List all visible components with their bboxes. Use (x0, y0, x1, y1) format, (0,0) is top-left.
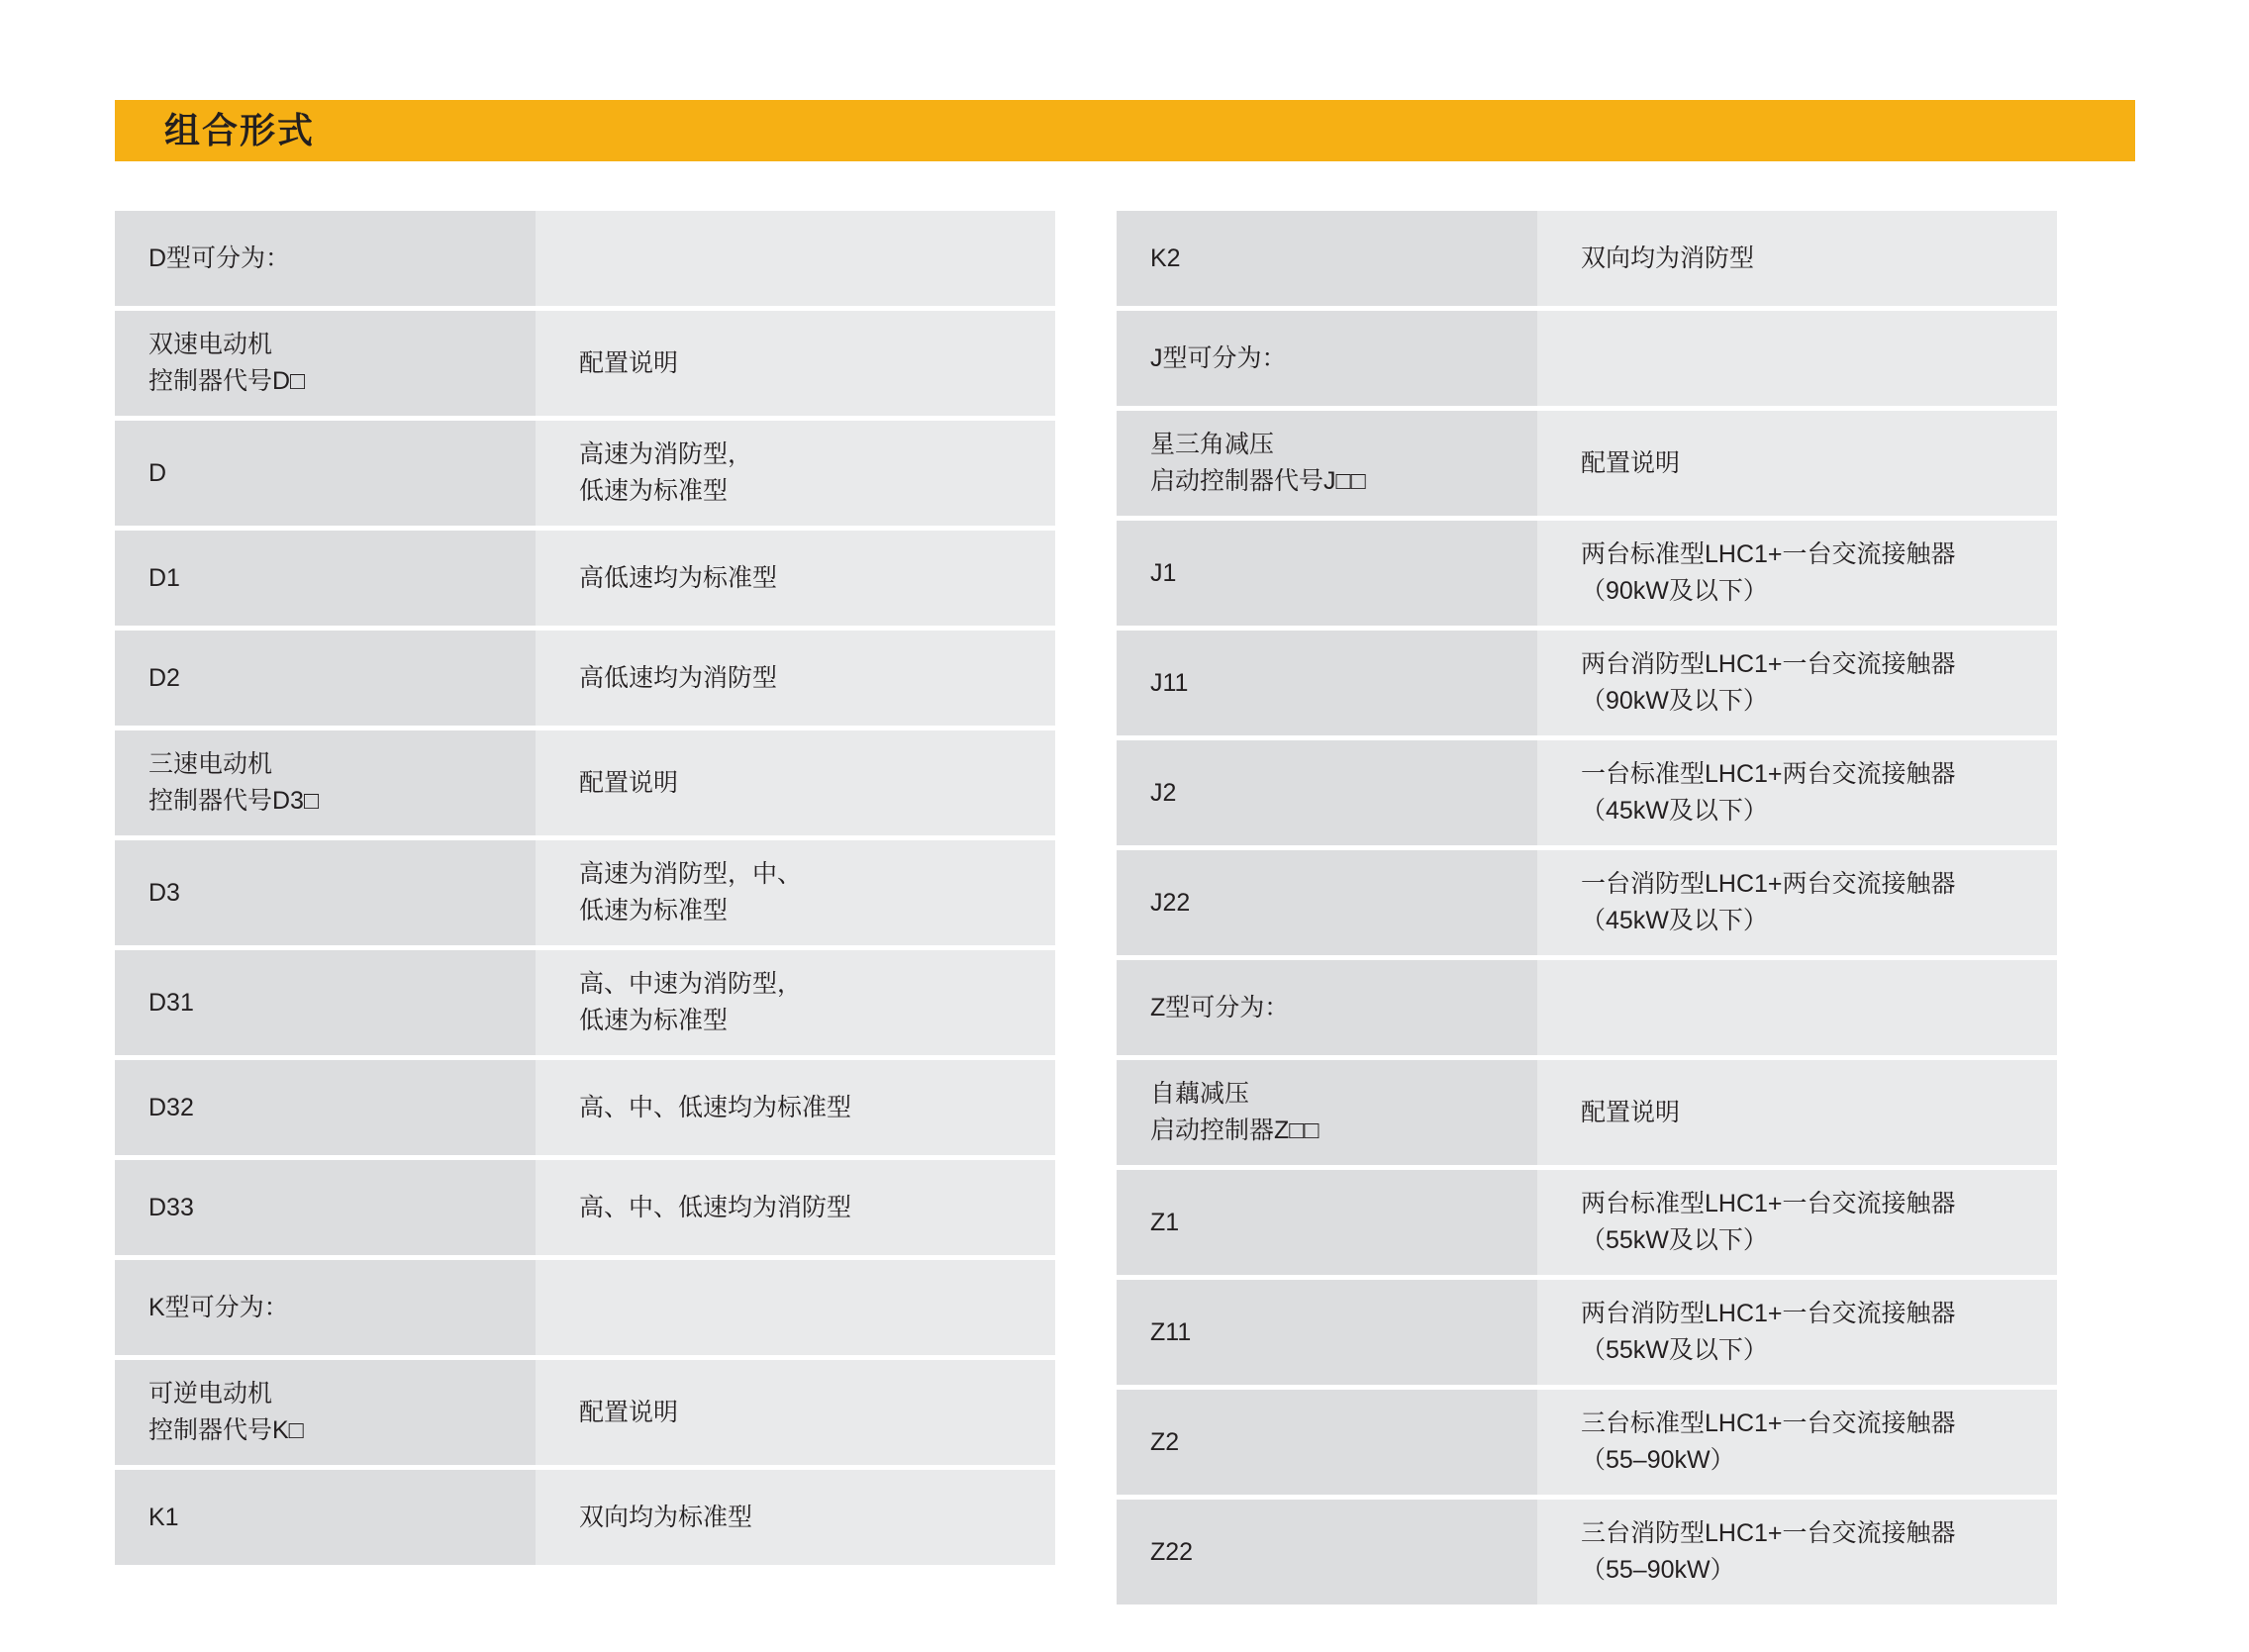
row-desc-line: 高、中、低速均为标准型 (579, 1093, 852, 1121)
row-desc-cell (1537, 1390, 2057, 1495)
row-code-line: Z型可分为： (1150, 993, 1290, 1021)
row-code-line: J2 (1150, 778, 1177, 807)
row-code-line: D31 (148, 988, 194, 1017)
row-code-cell (115, 1260, 536, 1355)
table-row (115, 211, 1055, 306)
table-row (115, 1360, 1055, 1465)
row-desc-cell (536, 1060, 1055, 1155)
row-code-cell (115, 421, 536, 526)
table-row (1117, 850, 2057, 955)
table-row (1117, 1390, 2057, 1495)
row-code-cell (1117, 1060, 1537, 1165)
row-desc-cell (536, 1360, 1055, 1465)
row-desc-cell (1537, 740, 2057, 845)
row-code-cell (1117, 1500, 1537, 1604)
table-row (1117, 631, 2057, 735)
table-row (115, 421, 1055, 526)
row-desc-cell (1537, 1060, 2057, 1165)
row-code-cell (115, 1160, 536, 1255)
table-row (115, 840, 1055, 945)
row-code-cell (1117, 1170, 1537, 1275)
table-row (1117, 1280, 2057, 1385)
table-row (1117, 411, 2057, 516)
row-code-cell (115, 840, 536, 945)
row-desc-line: 两台消防型LHC1+一台交流接触器 (1581, 650, 1956, 678)
table-left-column (115, 211, 1055, 1609)
table-row (115, 1060, 1055, 1155)
row-code-cell (1117, 1280, 1537, 1385)
row-code-cell (1117, 631, 1537, 735)
row-desc-line: （45kW及以下） (1581, 797, 1768, 825)
row-desc-cell (536, 950, 1055, 1055)
row-desc-line: 双向均为标准型 (579, 1503, 753, 1531)
row-code-line: 星三角减压 (1150, 431, 1275, 458)
row-code-line: Z2 (1150, 1427, 1180, 1456)
row-code-cell (1117, 211, 1537, 306)
table-row (115, 311, 1055, 416)
row-code-line: 自藕减压 (1150, 1080, 1250, 1108)
table-row (1117, 1500, 2057, 1604)
spec-tables (115, 211, 2135, 1609)
row-code-line: Z11 (1150, 1317, 1192, 1346)
row-code-line: J型可分为： (1150, 343, 1287, 372)
row-code-line: K2 (1150, 243, 1181, 272)
row-code-line: D (148, 458, 167, 487)
row-code-cell (115, 1470, 536, 1565)
row-code-cell (115, 531, 536, 626)
row-code-line: 三速电动机 (148, 750, 273, 778)
row-code-line: 可逆电动机 (148, 1380, 273, 1408)
row-desc-line: （55kW及以下） (1581, 1226, 1768, 1254)
section-banner (115, 100, 2135, 161)
row-desc-line: 一台消防型LHC1+两台交流接触器 (1581, 870, 1956, 898)
row-code-line: Z22 (1150, 1537, 1194, 1566)
table-row (115, 1470, 1055, 1565)
table-row (1117, 211, 2057, 306)
row-code-cell (1117, 311, 1537, 406)
row-desc-cell (536, 1260, 1055, 1355)
row-code-line: 启动控制器代号J□□ (1150, 467, 1366, 495)
table-row (1117, 1060, 2057, 1165)
row-desc-cell (536, 730, 1055, 835)
row-desc-line: （90kW及以下） (1581, 687, 1768, 715)
row-desc-cell (536, 1470, 1055, 1565)
row-code-line: J1 (1150, 558, 1177, 587)
row-desc-line: 配置说明 (579, 1398, 679, 1426)
row-code-line: K1 (148, 1503, 179, 1531)
row-desc-cell (1537, 211, 2057, 306)
row-desc-line: 高低速均为标准型 (579, 563, 778, 592)
row-desc-cell (1537, 411, 2057, 516)
row-desc-cell (536, 1160, 1055, 1255)
row-code-line: D1 (148, 563, 180, 592)
row-desc-line: 两台标准型LHC1+一台交流接触器 (1581, 1190, 1956, 1217)
row-desc-line: （90kW及以下） (1581, 577, 1768, 605)
row-desc-line: 一台标准型LHC1+两台交流接触器 (1581, 760, 1956, 788)
row-desc-line: 配置说明 (579, 768, 679, 797)
row-code-cell (115, 950, 536, 1055)
row-code-line: Z1 (1150, 1208, 1180, 1236)
row-code-cell (1117, 740, 1537, 845)
row-code-line: 双速电动机 (148, 331, 273, 358)
row-code-cell (115, 1060, 536, 1155)
row-code-cell (1117, 960, 1537, 1055)
row-desc-line: （55–90kW） (1581, 1446, 1735, 1474)
row-desc-line: 低速为标准型 (579, 1007, 729, 1034)
row-code-cell (115, 730, 536, 835)
row-code-line: J11 (1150, 668, 1189, 697)
row-desc-line: （45kW及以下） (1581, 907, 1768, 934)
row-desc-line: 两台消防型LHC1+一台交流接触器 (1581, 1300, 1956, 1327)
row-desc-cell (536, 531, 1055, 626)
row-code-cell (1117, 411, 1537, 516)
row-desc-cell (1537, 521, 2057, 626)
table-row (115, 1160, 1055, 1255)
row-desc-line: （55–90kW） (1581, 1556, 1735, 1584)
row-desc-line: 配置说明 (579, 348, 679, 377)
row-desc-line: （55kW及以下） (1581, 1336, 1768, 1364)
table-row (115, 531, 1055, 626)
table-row (1117, 740, 2057, 845)
row-desc-line: 高、中、低速均为消防型 (579, 1193, 852, 1221)
row-code-line: K型可分为： (148, 1293, 289, 1321)
row-code-line: D3 (148, 878, 180, 907)
row-desc-line: 高低速均为消防型 (579, 663, 778, 692)
table-row (1117, 1170, 2057, 1275)
table-row (1117, 311, 2057, 406)
row-desc-cell (1537, 850, 2057, 955)
table-row (115, 631, 1055, 726)
row-code-line: 控制器代号D□ (148, 367, 306, 395)
row-desc-cell (536, 840, 1055, 945)
row-desc-cell (536, 311, 1055, 416)
row-desc-line: 配置说明 (1581, 1098, 1681, 1126)
row-desc-cell (1537, 1170, 2057, 1275)
row-desc-cell (1537, 960, 2057, 1055)
row-code-line: D2 (148, 663, 180, 692)
row-desc-line: 低速为标准型 (579, 897, 729, 924)
row-code-cell (1117, 521, 1537, 626)
table-row (115, 1260, 1055, 1355)
row-desc-line: 配置说明 (1581, 448, 1681, 477)
row-desc-cell (1537, 311, 2057, 406)
row-code-cell (1117, 850, 1537, 955)
row-code-line: J22 (1150, 888, 1191, 917)
row-code-cell (115, 311, 536, 416)
row-desc-line: 双向均为消防型 (1581, 243, 1755, 272)
row-desc-line: 低速为标准型 (579, 477, 729, 505)
table-row (1117, 960, 2057, 1055)
row-desc-cell (536, 421, 1055, 526)
row-code-line: D32 (148, 1093, 194, 1121)
row-desc-line: 两台标准型LHC1+一台交流接触器 (1581, 540, 1956, 568)
row-desc-line: 高速为消防型，中、 (579, 860, 803, 888)
row-desc-cell (1537, 1500, 2057, 1604)
row-desc-line: 高速为消防型， (579, 440, 753, 468)
row-desc-line: 三台消防型LHC1+一台交流接触器 (1581, 1519, 1956, 1547)
row-code-cell (1117, 1390, 1537, 1495)
row-desc-cell (1537, 631, 2057, 735)
row-code-line: D33 (148, 1193, 194, 1221)
row-code-line: 启动控制器Z□□ (1150, 1117, 1320, 1144)
row-code-line: 控制器代号K□ (148, 1416, 304, 1444)
row-desc-line: 三台标准型LHC1+一台交流接触器 (1581, 1409, 1956, 1437)
page-title: 组合形式 (164, 110, 316, 150)
table-row (1117, 521, 2057, 626)
row-code-cell (115, 211, 536, 306)
row-code-cell (115, 631, 536, 726)
table-row (115, 730, 1055, 835)
table-right-column (1117, 211, 2057, 1609)
row-desc-line: 高、中速为消防型， (579, 970, 803, 998)
row-code-cell (115, 1360, 536, 1465)
row-code-line: 控制器代号D3□ (148, 787, 320, 815)
row-desc-cell (1537, 1280, 2057, 1385)
row-desc-cell (536, 211, 1055, 306)
row-code-line: D型可分为： (148, 243, 291, 272)
row-desc-cell (536, 631, 1055, 726)
table-row (115, 950, 1055, 1055)
